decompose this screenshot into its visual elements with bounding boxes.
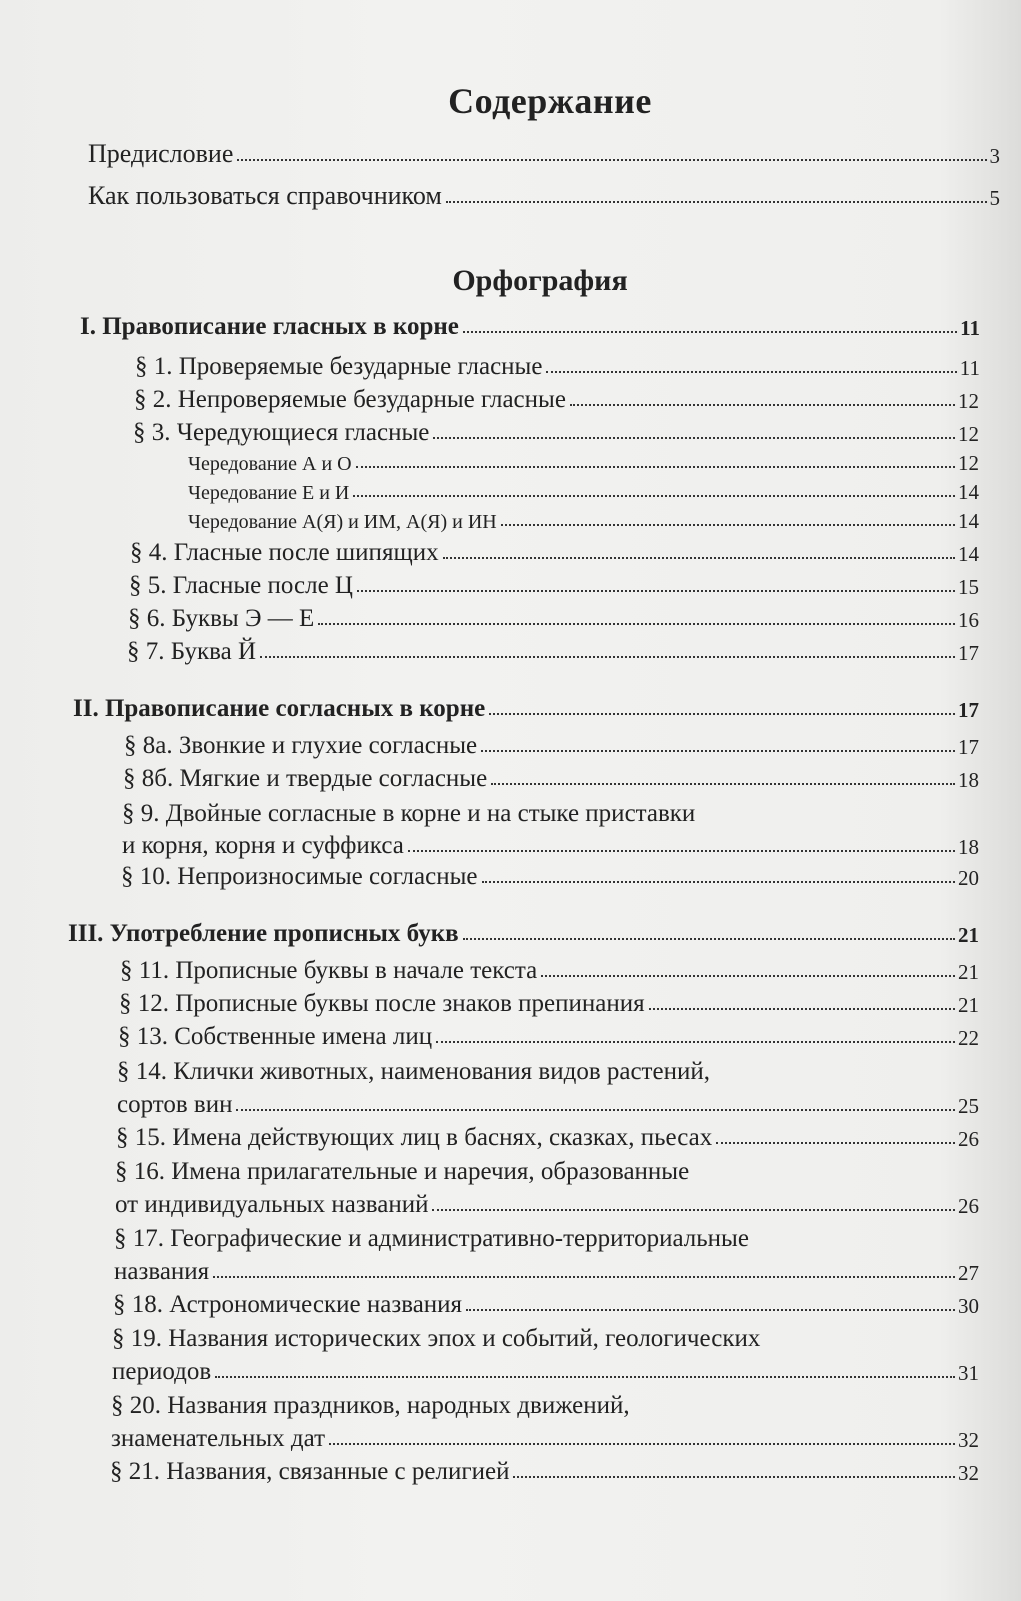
toc-entry-first-line: § 19. Названия исторических эпох и событий, геологических [112,1325,761,1352]
toc-entry-label: § 21. Названия, связанные с религией [110,1458,510,1485]
toc-entry [134,387,979,412]
toc-page-number: 11 [959,356,980,380]
toc-page-number: 16 [958,608,979,632]
dot-leader [501,524,955,526]
toc-page-number: 17 [958,735,979,759]
toc-entry [124,733,979,758]
toc-entry-label: Предисловие [88,139,234,168]
toc-entry-first-line: § 20. Названия праздников, народных движений, [111,1392,630,1419]
toc-entry [129,573,979,598]
toc-subentry [188,453,979,474]
toc-entry-label: § 13. Собственные имена лиц [118,1023,433,1050]
toc-entry-label: § 1. Проверяемые безударные гласные [135,353,543,380]
toc-entry-label: § 5. Гласные после Ц [129,572,353,599]
page-title: Содержание [448,81,652,121]
toc-entry [115,1192,979,1217]
toc-entry-label: Чередование А(Я) и ИМ, А(Я) и ИН [188,511,497,533]
toc-entry-label: и корня, корня и суффикса [122,832,404,859]
toc-entry-label: от индивидуальных названий [115,1191,429,1218]
toc-entry-first-line: § 9. Двойные согласные в корне и на стыке приставки [122,800,696,827]
toc-entry-label: названия [114,1258,210,1285]
toc-entry [128,606,979,631]
toc-entry-label: § 11. Прописные буквы в начале текста [120,957,538,984]
toc-page-number: 12 [958,422,979,446]
toc-page-number: 3 [989,144,1000,168]
toc-entry-label: § 8а. Звонкие и глухие согласные [124,732,478,759]
toc-entry-label: § 7. Буква Й [127,638,257,665]
toc-entry-label: § 8б. Мягкие и твердые согласные [123,765,488,792]
toc-entry [119,991,979,1016]
dot-leader [236,1109,955,1111]
toc-entry [110,1459,979,1484]
toc-entry-label: знаменательных дат [111,1425,326,1452]
toc-entry [130,540,979,565]
toc-entry [112,1359,979,1384]
toc-entry [127,639,979,664]
toc-entry [117,1092,979,1117]
toc-entry-first-line: § 17. Географические и административно-территориальные [114,1225,749,1252]
dot-leader [570,404,955,406]
toc-entry-label: Чередование Е и И [188,482,350,504]
dot-leader [649,1008,955,1010]
toc-page-number: 11 [960,316,980,340]
toc-entry-label: периодов [112,1358,212,1385]
toc-page-number: 5 [989,186,1000,210]
toc-page-number: 31 [958,1361,979,1385]
toc-entry [113,1292,979,1317]
toc-entry-label: сортов вин [117,1091,233,1118]
toc-subentry [188,482,979,503]
toc-page-number: 12 [958,451,979,475]
toc-page-number: 12 [958,389,979,413]
toc-entry-label: Как пользоваться справочником [88,181,442,210]
toc-entry-label: § 4. Гласные после шипящих [130,539,439,566]
toc-page-number: 14 [958,542,979,566]
toc-page-number: 20 [958,866,979,890]
chapter-title: II. Правописание согласных в корне [73,695,486,722]
toc-page-number: 21 [958,923,979,947]
toc-entry [121,864,979,889]
toc-entry [135,354,980,379]
dot-leader [466,1309,955,1311]
toc-page-number: 21 [958,993,979,1017]
toc-page-number: 32 [958,1428,979,1452]
toc-page-number: 21 [958,960,979,984]
toc-page-number: 18 [958,835,979,859]
toc-page-number: 14 [958,509,979,533]
dot-leader [433,437,955,439]
toc-page-number: 30 [958,1294,979,1318]
toc-entry-label: § 15. Имена действующих лиц в баснях, сказках, пьесах [116,1124,713,1151]
toc-entry-how-to-use [88,183,1000,209]
dot-leader [716,1142,955,1144]
chapter-title: I. Правописание гласных в корне [80,313,459,340]
toc-page-number: 17 [958,698,979,722]
toc-entry-label: Чередование А и О [188,453,352,475]
dot-leader [436,1041,955,1043]
toc-page-number: 32 [958,1461,979,1485]
dot-leader [432,1209,955,1211]
dot-leader [489,713,955,715]
dot-leader [481,750,955,752]
dot-leader [357,590,955,592]
toc-entry [116,1125,979,1150]
dot-leader [491,783,955,785]
dot-leader [260,656,955,658]
toc-entry-label: § 12. Прописные буквы после знаков препинания [119,990,645,1017]
toc-entry-first-line: § 14. Клички животных, наименования видов растений, [117,1058,710,1085]
toc-entry-label: § 2. Непроверяемые безударные гласные [134,386,566,413]
toc-page-number: 26 [958,1194,979,1218]
toc-entry-first-line: § 16. Имена прилагательные и наречия, образованные [115,1158,690,1185]
toc-entry-label: § 3. Чередующиеся гласные [133,419,430,446]
toc-entry [133,420,979,445]
dot-leader [513,1476,955,1478]
chapter-heading [73,696,979,721]
toc-subentry [188,511,979,532]
toc-entry-label: § 10. Непроизносимые согласные [121,863,478,890]
dot-leader [463,938,955,940]
toc-entry [114,1259,979,1284]
toc-entry [118,1024,979,1049]
dot-leader [482,881,956,883]
toc-entry-label: § 18. Астрономические названия [113,1291,463,1318]
dot-leader [446,201,987,203]
toc-page-number: 14 [958,480,979,504]
dot-leader [443,557,955,559]
dot-leader [318,623,955,625]
chapter-title: III. Употребление прописных букв [68,920,459,947]
chapter-heading [68,921,979,946]
toc-page-number: 25 [958,1094,979,1118]
toc-page-number: 18 [958,768,979,792]
dot-leader [237,159,986,161]
dot-leader [546,371,956,373]
toc-entry [122,833,979,858]
toc-page-number: 26 [958,1127,979,1151]
toc-page-number: 17 [958,641,979,665]
section-title: Орфография [452,264,628,297]
chapter-heading [80,314,980,339]
toc-entry [123,766,979,791]
dot-leader [353,495,955,497]
toc-page-number: 15 [958,575,979,599]
toc-entry [111,1426,979,1451]
dot-leader [329,1443,955,1445]
dot-leader [463,331,957,333]
toc-entry-label: § 6. Буквы Э — Е [128,605,315,632]
dot-leader [541,975,955,977]
toc-page-number: 22 [958,1026,979,1050]
dot-leader [356,466,955,468]
dot-leader [213,1276,955,1278]
dot-leader [215,1376,955,1378]
dot-leader [408,850,955,852]
toc-entry [120,958,979,983]
toc-entry-preface [88,141,1000,167]
toc-page-number: 27 [958,1261,979,1285]
